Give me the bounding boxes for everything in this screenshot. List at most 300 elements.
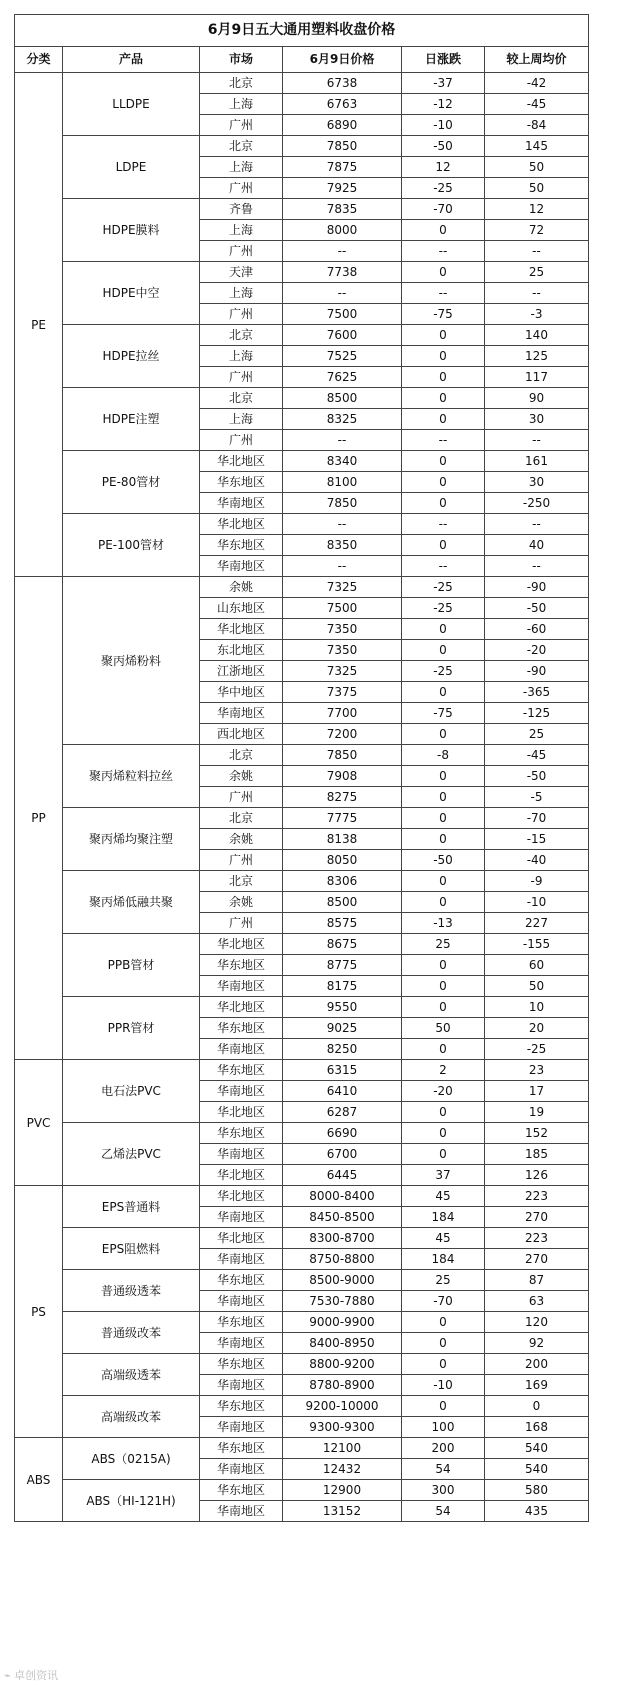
cell-market: 广州 <box>200 367 283 388</box>
cell-product: HDPE膜料 <box>63 199 200 262</box>
cell-daily-change: 0 <box>402 346 485 367</box>
cell-price: 8775 <box>283 955 402 976</box>
cell-price: 7350 <box>283 619 402 640</box>
cell-weekly-change: 145 <box>485 136 589 157</box>
cell-price: 7530-7880 <box>283 1291 402 1312</box>
cell-price: 7500 <box>283 304 402 325</box>
cell-price: 8500 <box>283 388 402 409</box>
cell-daily-change: -10 <box>402 115 485 136</box>
cell-weekly-change: -40 <box>485 850 589 871</box>
cell-price: 6287 <box>283 1102 402 1123</box>
cell-category: ABS <box>15 1438 63 1522</box>
watermark-logo <box>4 1667 58 1683</box>
cell-weekly-change: 270 <box>485 1207 589 1228</box>
cell-market: 华北地区 <box>200 1102 283 1123</box>
cell-weekly-change: 87 <box>485 1270 589 1291</box>
cell-market: 华北地区 <box>200 1228 283 1249</box>
cell-price: 12900 <box>283 1480 402 1501</box>
cell-weekly-change: 72 <box>485 220 589 241</box>
cell-market: 余姚 <box>200 829 283 850</box>
cell-price: 9000-9900 <box>283 1312 402 1333</box>
cell-weekly-change: -90 <box>485 661 589 682</box>
cell-daily-change: 0 <box>402 409 485 430</box>
cell-daily-change: 0 <box>402 892 485 913</box>
cell-price: 7850 <box>283 136 402 157</box>
cell-weekly-change: 169 <box>485 1375 589 1396</box>
table-row <box>15 73 589 94</box>
cell-daily-change: -37 <box>402 73 485 94</box>
cell-price: 7850 <box>283 745 402 766</box>
cell-market: 余姚 <box>200 766 283 787</box>
cell-product: PE-100管材 <box>63 514 200 577</box>
cell-daily-change: 0 <box>402 220 485 241</box>
table-row <box>15 514 589 535</box>
cell-price: 7325 <box>283 661 402 682</box>
cell-daily-change: 200 <box>402 1438 485 1459</box>
cell-weekly-change: 540 <box>485 1459 589 1480</box>
cell-product: HDPE中空 <box>63 262 200 325</box>
cell-weekly-change: 185 <box>485 1144 589 1165</box>
cell-market: 广州 <box>200 430 283 451</box>
cell-market: 华东地区 <box>200 1396 283 1417</box>
cell-price: 7908 <box>283 766 402 787</box>
cell-price: 9300-9300 <box>283 1417 402 1438</box>
cell-daily-change: 0 <box>402 619 485 640</box>
cell-market: 华南地区 <box>200 493 283 514</box>
cell-weekly-change: -- <box>485 514 589 535</box>
cell-product: LLDPE <box>63 73 200 136</box>
cell-product: PPR管材 <box>63 997 200 1060</box>
cell-market: 华南地区 <box>200 1081 283 1102</box>
cell-weekly-change: -10 <box>485 892 589 913</box>
cell-price: 8300-8700 <box>283 1228 402 1249</box>
cell-market: 齐鲁 <box>200 199 283 220</box>
cell-market: 广州 <box>200 178 283 199</box>
cell-price: 7738 <box>283 262 402 283</box>
cell-market: 华东地区 <box>200 955 283 976</box>
cell-price: 7835 <box>283 199 402 220</box>
cell-product: 聚丙烯低融共聚 <box>63 871 200 934</box>
cell-weekly-change: -25 <box>485 1039 589 1060</box>
cell-product: 乙烯法PVC <box>63 1123 200 1186</box>
cell-weekly-change: -20 <box>485 640 589 661</box>
cell-daily-change: 0 <box>402 388 485 409</box>
cell-market: 西北地区 <box>200 724 283 745</box>
cell-market: 广州 <box>200 115 283 136</box>
cell-price: 8780-8900 <box>283 1375 402 1396</box>
cell-weekly-change: 90 <box>485 388 589 409</box>
cell-weekly-change: -9 <box>485 871 589 892</box>
cell-market: 广州 <box>200 241 283 262</box>
cell-market: 华东地区 <box>200 1123 283 1144</box>
cell-market: 东北地区 <box>200 640 283 661</box>
cell-product: LDPE <box>63 136 200 199</box>
cell-daily-change: -10 <box>402 1375 485 1396</box>
cell-price: 6738 <box>283 73 402 94</box>
cell-daily-change: 0 <box>402 1123 485 1144</box>
cell-weekly-change: -5 <box>485 787 589 808</box>
cell-weekly-change: -42 <box>485 73 589 94</box>
cell-daily-change: 0 <box>402 766 485 787</box>
cell-price: -- <box>283 241 402 262</box>
cell-daily-change: -25 <box>402 661 485 682</box>
cell-weekly-change: 161 <box>485 451 589 472</box>
cell-weekly-change: 50 <box>485 178 589 199</box>
cell-price: 8100 <box>283 472 402 493</box>
cell-weekly-change: 25 <box>485 724 589 745</box>
table-row <box>15 745 589 766</box>
table-row <box>15 808 589 829</box>
cell-product: PPB管材 <box>63 934 200 997</box>
table-row <box>15 1438 589 1459</box>
price-table-container <box>14 14 588 1522</box>
cell-daily-change: 0 <box>402 1354 485 1375</box>
cell-market: 华东地区 <box>200 1480 283 1501</box>
cell-daily-change: 300 <box>402 1480 485 1501</box>
cell-price: 6690 <box>283 1123 402 1144</box>
table-row <box>15 1228 589 1249</box>
cell-market: 北京 <box>200 388 283 409</box>
cell-daily-change: -75 <box>402 304 485 325</box>
cell-price: 8350 <box>283 535 402 556</box>
cell-daily-change: 0 <box>402 787 485 808</box>
cell-weekly-change: 117 <box>485 367 589 388</box>
cell-market: 北京 <box>200 745 283 766</box>
cell-daily-change: 0 <box>402 1333 485 1354</box>
table-row <box>15 1396 589 1417</box>
cell-price: 7875 <box>283 157 402 178</box>
cell-product: 聚丙烯均聚注塑 <box>63 808 200 871</box>
cell-price: 8250 <box>283 1039 402 1060</box>
cell-weekly-change: 223 <box>485 1186 589 1207</box>
cell-market: 华南地区 <box>200 1207 283 1228</box>
cell-market: 北京 <box>200 325 283 346</box>
table-row <box>15 577 589 598</box>
cell-price: 8675 <box>283 934 402 955</box>
cell-market: 江浙地区 <box>200 661 283 682</box>
cell-weekly-change: -155 <box>485 934 589 955</box>
cell-price: 9025 <box>283 1018 402 1039</box>
table-row <box>15 1123 589 1144</box>
cell-price: 8500 <box>283 892 402 913</box>
cell-weekly-change: -84 <box>485 115 589 136</box>
cell-weekly-change: 227 <box>485 913 589 934</box>
cell-market: 华北地区 <box>200 514 283 535</box>
cell-weekly-change: 168 <box>485 1417 589 1438</box>
cell-daily-change: -- <box>402 283 485 304</box>
cell-market: 华南地区 <box>200 1291 283 1312</box>
cell-daily-change: 0 <box>402 640 485 661</box>
cell-product: 高端级透苯 <box>63 1354 200 1396</box>
cell-market: 华南地区 <box>200 1144 283 1165</box>
cell-market: 华南地区 <box>200 1249 283 1270</box>
cell-daily-change: -70 <box>402 199 485 220</box>
cell-price: 8575 <box>283 913 402 934</box>
cell-daily-change: 0 <box>402 367 485 388</box>
table-title: 6月9日五大通用塑料收盘价格 <box>14 14 589 46</box>
cell-market: 华东地区 <box>200 1312 283 1333</box>
cell-weekly-change: 223 <box>485 1228 589 1249</box>
cell-weekly-change: 40 <box>485 535 589 556</box>
cell-price: 9550 <box>283 997 402 1018</box>
cell-price: -- <box>283 283 402 304</box>
cell-market: 广州 <box>200 913 283 934</box>
cell-daily-change: 0 <box>402 829 485 850</box>
cell-price: 7375 <box>283 682 402 703</box>
cell-market: 华南地区 <box>200 1375 283 1396</box>
cell-daily-change: 0 <box>402 976 485 997</box>
cell-market: 上海 <box>200 157 283 178</box>
cell-weekly-change: 152 <box>485 1123 589 1144</box>
cell-daily-change: 0 <box>402 997 485 1018</box>
cell-category: PP <box>15 577 63 1060</box>
header-product: 产品 <box>63 47 200 73</box>
cell-weekly-change: 20 <box>485 1018 589 1039</box>
cell-daily-change: 54 <box>402 1501 485 1522</box>
cell-daily-change: 100 <box>402 1417 485 1438</box>
cell-weekly-change: 63 <box>485 1291 589 1312</box>
cell-daily-change: 184 <box>402 1249 485 1270</box>
cell-price: 7325 <box>283 577 402 598</box>
cell-weekly-change: 23 <box>485 1060 589 1081</box>
cell-market: 上海 <box>200 283 283 304</box>
cell-product: 高端级改苯 <box>63 1396 200 1438</box>
cell-price: 8138 <box>283 829 402 850</box>
cell-price: 7625 <box>283 367 402 388</box>
cell-market: 华南地区 <box>200 1501 283 1522</box>
cell-daily-change: 45 <box>402 1228 485 1249</box>
cell-market: 北京 <box>200 808 283 829</box>
table-row <box>15 1480 589 1501</box>
cell-price: 6445 <box>283 1165 402 1186</box>
cell-product: EPS阻燃料 <box>63 1228 200 1270</box>
cell-price: 6315 <box>283 1060 402 1081</box>
cell-price: 13152 <box>283 1501 402 1522</box>
cell-price: 7925 <box>283 178 402 199</box>
cell-daily-change: 0 <box>402 724 485 745</box>
cell-daily-change: -75 <box>402 703 485 724</box>
cell-daily-change: 0 <box>402 871 485 892</box>
header-row <box>15 47 589 73</box>
cell-weekly-change: -365 <box>485 682 589 703</box>
cell-daily-change: 25 <box>402 1270 485 1291</box>
cell-daily-change: 50 <box>402 1018 485 1039</box>
cell-daily-change: 184 <box>402 1207 485 1228</box>
cell-market: 广州 <box>200 850 283 871</box>
cell-daily-change: -- <box>402 556 485 577</box>
cell-weekly-change: -- <box>485 283 589 304</box>
cell-daily-change: -- <box>402 241 485 262</box>
table-row <box>15 262 589 283</box>
cell-price: 7525 <box>283 346 402 367</box>
table-row <box>15 934 589 955</box>
table-row <box>15 325 589 346</box>
cell-product: 聚丙烯粉料 <box>63 577 200 745</box>
cell-market: 山东地区 <box>200 598 283 619</box>
cell-daily-change: 12 <box>402 157 485 178</box>
cell-weekly-change: 19 <box>485 1102 589 1123</box>
cell-daily-change: 37 <box>402 1165 485 1186</box>
cell-market: 华南地区 <box>200 1459 283 1480</box>
cell-price: 8800-9200 <box>283 1354 402 1375</box>
cell-daily-change: 0 <box>402 1312 485 1333</box>
cell-market: 华东地区 <box>200 1438 283 1459</box>
table-row <box>15 1270 589 1291</box>
cell-market: 华南地区 <box>200 556 283 577</box>
cell-daily-change: -12 <box>402 94 485 115</box>
cell-weekly-change: 120 <box>485 1312 589 1333</box>
cell-market: 华南地区 <box>200 1333 283 1354</box>
cell-weekly-change: 126 <box>485 1165 589 1186</box>
cell-product: HDPE拉丝 <box>63 325 200 388</box>
table-row <box>15 1354 589 1375</box>
header-market: 市场 <box>200 47 283 73</box>
cell-product: HDPE注塑 <box>63 388 200 451</box>
cell-daily-change: -13 <box>402 913 485 934</box>
cell-price: 8400-8950 <box>283 1333 402 1354</box>
cell-weekly-change: -50 <box>485 766 589 787</box>
cell-price: -- <box>283 556 402 577</box>
cell-market: 华北地区 <box>200 1186 283 1207</box>
cell-market: 天津 <box>200 262 283 283</box>
cell-daily-change: -25 <box>402 178 485 199</box>
cell-daily-change: 0 <box>402 1039 485 1060</box>
table-row <box>15 388 589 409</box>
table-row <box>15 1186 589 1207</box>
cell-price: 8340 <box>283 451 402 472</box>
cell-market: 余姚 <box>200 892 283 913</box>
cell-price: 8000-8400 <box>283 1186 402 1207</box>
cell-product: 普通级改苯 <box>63 1312 200 1354</box>
cell-market: 华东地区 <box>200 472 283 493</box>
cell-weekly-change: -50 <box>485 598 589 619</box>
cell-market: 华北地区 <box>200 619 283 640</box>
cell-daily-change: 0 <box>402 262 485 283</box>
cell-price: 8450-8500 <box>283 1207 402 1228</box>
cell-weekly-change: 200 <box>485 1354 589 1375</box>
header-daily-change: 日涨跌 <box>402 47 485 73</box>
cell-price: 7775 <box>283 808 402 829</box>
cell-weekly-change: -- <box>485 241 589 262</box>
cell-market: 华南地区 <box>200 703 283 724</box>
cell-price: 8175 <box>283 976 402 997</box>
table-row <box>15 136 589 157</box>
cell-weekly-change: 50 <box>485 157 589 178</box>
cell-market: 华中地区 <box>200 682 283 703</box>
cell-price: 6700 <box>283 1144 402 1165</box>
table-row <box>15 199 589 220</box>
cell-price: 6890 <box>283 115 402 136</box>
cell-price: 12432 <box>283 1459 402 1480</box>
table-body <box>15 73 589 1522</box>
cell-daily-change: 0 <box>402 472 485 493</box>
cell-weekly-change: 580 <box>485 1480 589 1501</box>
cell-weekly-change: 50 <box>485 976 589 997</box>
cell-price: 8306 <box>283 871 402 892</box>
cell-price: 6410 <box>283 1081 402 1102</box>
cell-market: 广州 <box>200 787 283 808</box>
cell-product: 普通级透苯 <box>63 1270 200 1312</box>
cell-daily-change: 0 <box>402 493 485 514</box>
cell-market: 余姚 <box>200 577 283 598</box>
header-price: 6月9日价格 <box>283 47 402 73</box>
cell-daily-change: 0 <box>402 808 485 829</box>
cell-market: 上海 <box>200 409 283 430</box>
cell-daily-change: -70 <box>402 1291 485 1312</box>
cell-daily-change: 0 <box>402 1396 485 1417</box>
cell-weekly-change: 25 <box>485 262 589 283</box>
cell-weekly-change: -70 <box>485 808 589 829</box>
cell-daily-change: -- <box>402 430 485 451</box>
cell-market: 华东地区 <box>200 1354 283 1375</box>
cell-weekly-change: 92 <box>485 1333 589 1354</box>
cell-daily-change: -50 <box>402 850 485 871</box>
cell-price: 7500 <box>283 598 402 619</box>
cell-price: 8500-9000 <box>283 1270 402 1291</box>
cell-weekly-change: -- <box>485 556 589 577</box>
cell-market: 华东地区 <box>200 535 283 556</box>
cell-weekly-change: 30 <box>485 409 589 430</box>
cell-daily-change: -50 <box>402 136 485 157</box>
header-weekly-change: 较上周均价 <box>485 47 589 73</box>
cell-price: 7700 <box>283 703 402 724</box>
cell-price: 7350 <box>283 640 402 661</box>
table-row <box>15 871 589 892</box>
cell-product: PE-80管材 <box>63 451 200 514</box>
cell-price: 12100 <box>283 1438 402 1459</box>
cell-market: 北京 <box>200 73 283 94</box>
cell-weekly-change: -250 <box>485 493 589 514</box>
cell-weekly-change: -- <box>485 430 589 451</box>
cell-product: ABS（HI-121H) <box>63 1480 200 1522</box>
cell-daily-change: 0 <box>402 325 485 346</box>
cell-weekly-change: -45 <box>485 94 589 115</box>
cell-market: 华北地区 <box>200 451 283 472</box>
cell-price: 7600 <box>283 325 402 346</box>
watermark-text: 卓创资讯 <box>14 1669 59 1682</box>
cell-weekly-change: 125 <box>485 346 589 367</box>
cell-daily-change: -- <box>402 514 485 535</box>
cell-weekly-change: -15 <box>485 829 589 850</box>
cell-weekly-change: 540 <box>485 1438 589 1459</box>
cell-product: 电石法PVC <box>63 1060 200 1123</box>
cell-weekly-change: 435 <box>485 1501 589 1522</box>
cell-daily-change: 2 <box>402 1060 485 1081</box>
cell-weekly-change: 60 <box>485 955 589 976</box>
cell-weekly-change: 17 <box>485 1081 589 1102</box>
cell-weekly-change: 12 <box>485 199 589 220</box>
table-row <box>15 1312 589 1333</box>
cell-price: -- <box>283 430 402 451</box>
table-row <box>15 451 589 472</box>
cell-price: 8275 <box>283 787 402 808</box>
cell-weekly-change: -45 <box>485 745 589 766</box>
cell-product: ABS（0215A) <box>63 1438 200 1480</box>
cell-price: 8325 <box>283 409 402 430</box>
cell-price: -- <box>283 514 402 535</box>
cell-daily-change: 0 <box>402 682 485 703</box>
cell-category: PS <box>15 1186 63 1438</box>
cell-daily-change: 25 <box>402 934 485 955</box>
cell-market: 华南地区 <box>200 1417 283 1438</box>
cell-market: 华东地区 <box>200 1270 283 1291</box>
cell-daily-change: 0 <box>402 1102 485 1123</box>
cell-price: 9200-10000 <box>283 1396 402 1417</box>
cell-daily-change: 0 <box>402 1144 485 1165</box>
cell-price: 8000 <box>283 220 402 241</box>
cell-daily-change: 0 <box>402 451 485 472</box>
cell-category: PE <box>15 73 63 577</box>
